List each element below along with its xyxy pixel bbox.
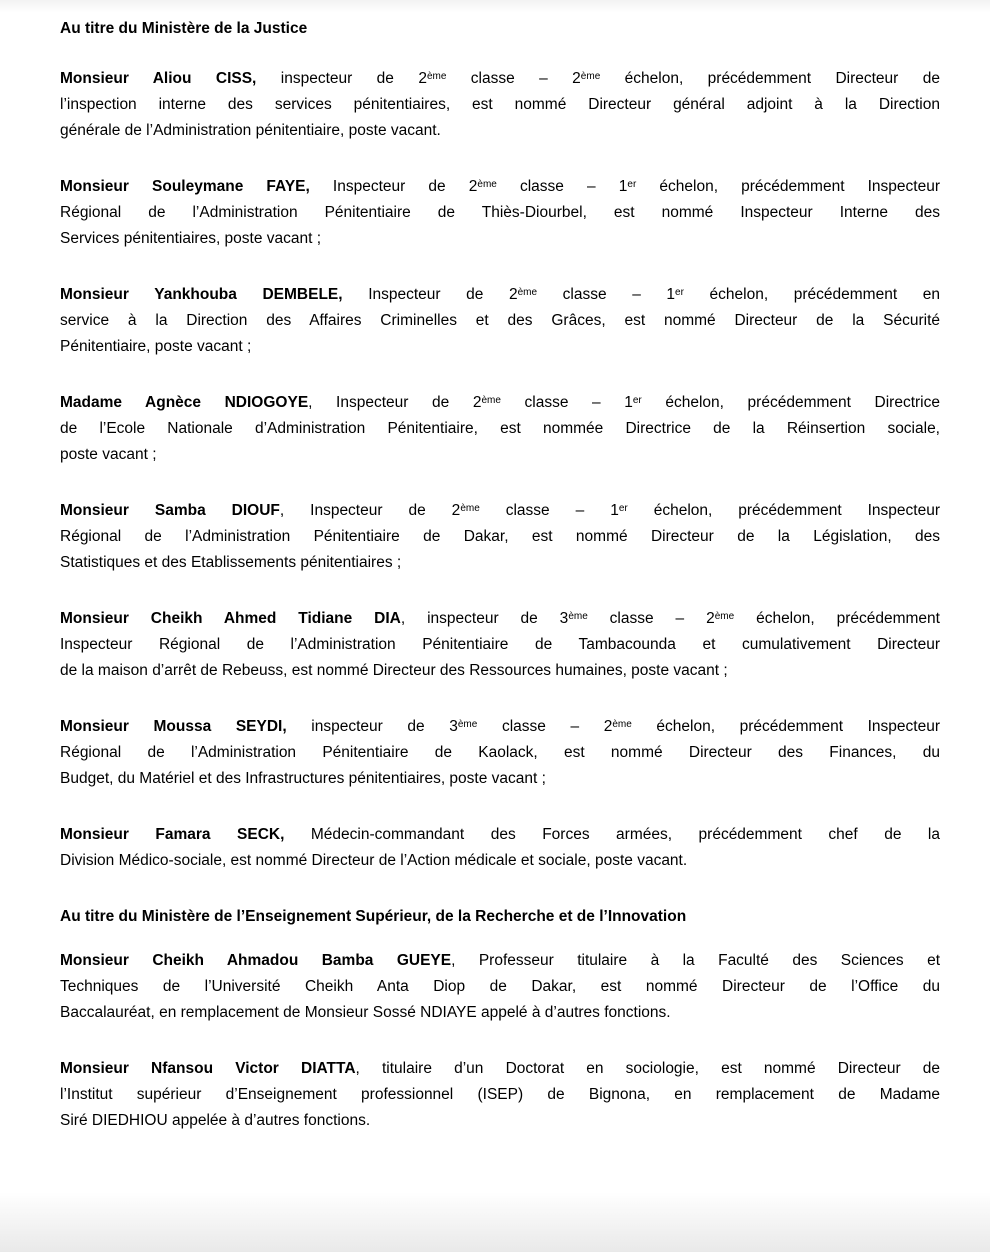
section-heading-enseignement-superieur: Au titre du Ministère de l’Enseignement Supérieur, de la Recherche et de l’Innovation [60,908,687,925]
appointment-yankhouba-dembele: Monsieur Yankhouba DEMBELE, Inspecteur de 2ème classe – 1er échelon, précédemment en service à la Direction des Affaires Criminelles et des Grâces, est nommé Directeur de la Sécurité Pénitentiaire, poste vacant ; [60,286,940,355]
appointment-cheikh-ahmadou-bamba-gueye: Monsieur Cheikh Ahmadou Bamba GUEYE, Professeur titulaire à la Faculté des Sciences et Techniques de l’Université Cheikh Anta Diop de Dakar, est nommé Directeur de l’Office du Baccalauréat, en remplacement de Monsieur Sossé NDIAYE appelé à d’autres fonctions. [60,952,940,1021]
appointment-nfansou-victor-diatta: Monsieur Nfansou Victor DIATTA, titulaire d’un Doctorat en sociologie, est nommé Directeur de l’Institut supérieur d’Enseignement professionnel (ISEP) de Bignona, en remplacement de Madame Siré DIEDHIOU appelée à d’autres fonctions. [60,1060,941,1129]
appointment-agnece-ndiogoye: Madame Agnèce NDIOGOYE, Inspecteur de 2ème classe – 1er échelon, précédemment Directrice de l’Ecole Nationale d’Administration Pénitentiaire, est nommée Directrice de la Réinsertion sociale, poste vacant ; [60,394,940,463]
appointment-souleymane-faye: Monsieur Souleymane FAYE, Inspecteur de 2ème classe – 1er échelon, précédemment Inspecteur Régional de l’Administration Pénitentiaire de Thiès-Diourbel, est nommé Inspecteur Interne des Services pénitentiaires, poste vacant ; [60,178,941,247]
appointment-samba-diouf: Monsieur Samba DIOUF, Inspecteur de 2ème classe – 1er échelon, précédemment Inspecteur Régional de l’Administration Pénitentiaire de Dakar, est nommé Directeur de la Législation, des Statistiques et des Etablissements pénitentiaires ; [60,502,940,571]
section-heading-justice: Au titre du Ministère de la Justice [60,20,308,37]
page-bottom-shadow [0,1192,990,1252]
appointment-famara-seck: Monsieur Famara SECK, Médecin-commandant des Forces armées, précédemment chef de la Division Médico-sociale, est nommé Directeur de l’Action médicale et sociale, poste vacant. [60,826,940,869]
appointment-moussa-seydi: Monsieur Moussa SEYDI, inspecteur de 3ème classe – 2ème échelon, précédemment Inspecteur Régional de l’Administration Pénitentiaire de Kaolack, est nommé Directeur des Finances, du Budget, du Matériel et des Infrastructures pénitentiaires, poste vacant ; [60,718,940,787]
appointment-cheikh-ahmed-tidiane-dia: Monsieur Cheikh Ahmed Tidiane DIA, inspecteur de 3ème classe – 2ème échelon, précédemment Inspecteur Régional de l’Administration Pénitentiaire de Tambacounda et cumulativement Directeur de la maison d’arrêt de Rebeuss, est nommé Directeur des Ressources humaines, poste vacant ; [60,610,940,679]
appointment-aliou-ciss: Monsieur Aliou CISS, inspecteur de 2ème classe – 2ème échelon, précédemment Directeur de l’inspection interne des services pénitentiaires, est nommé Directeur général adjoint à la Direction générale de l’Administration pénitentiaire, poste vacant. [60,70,940,139]
